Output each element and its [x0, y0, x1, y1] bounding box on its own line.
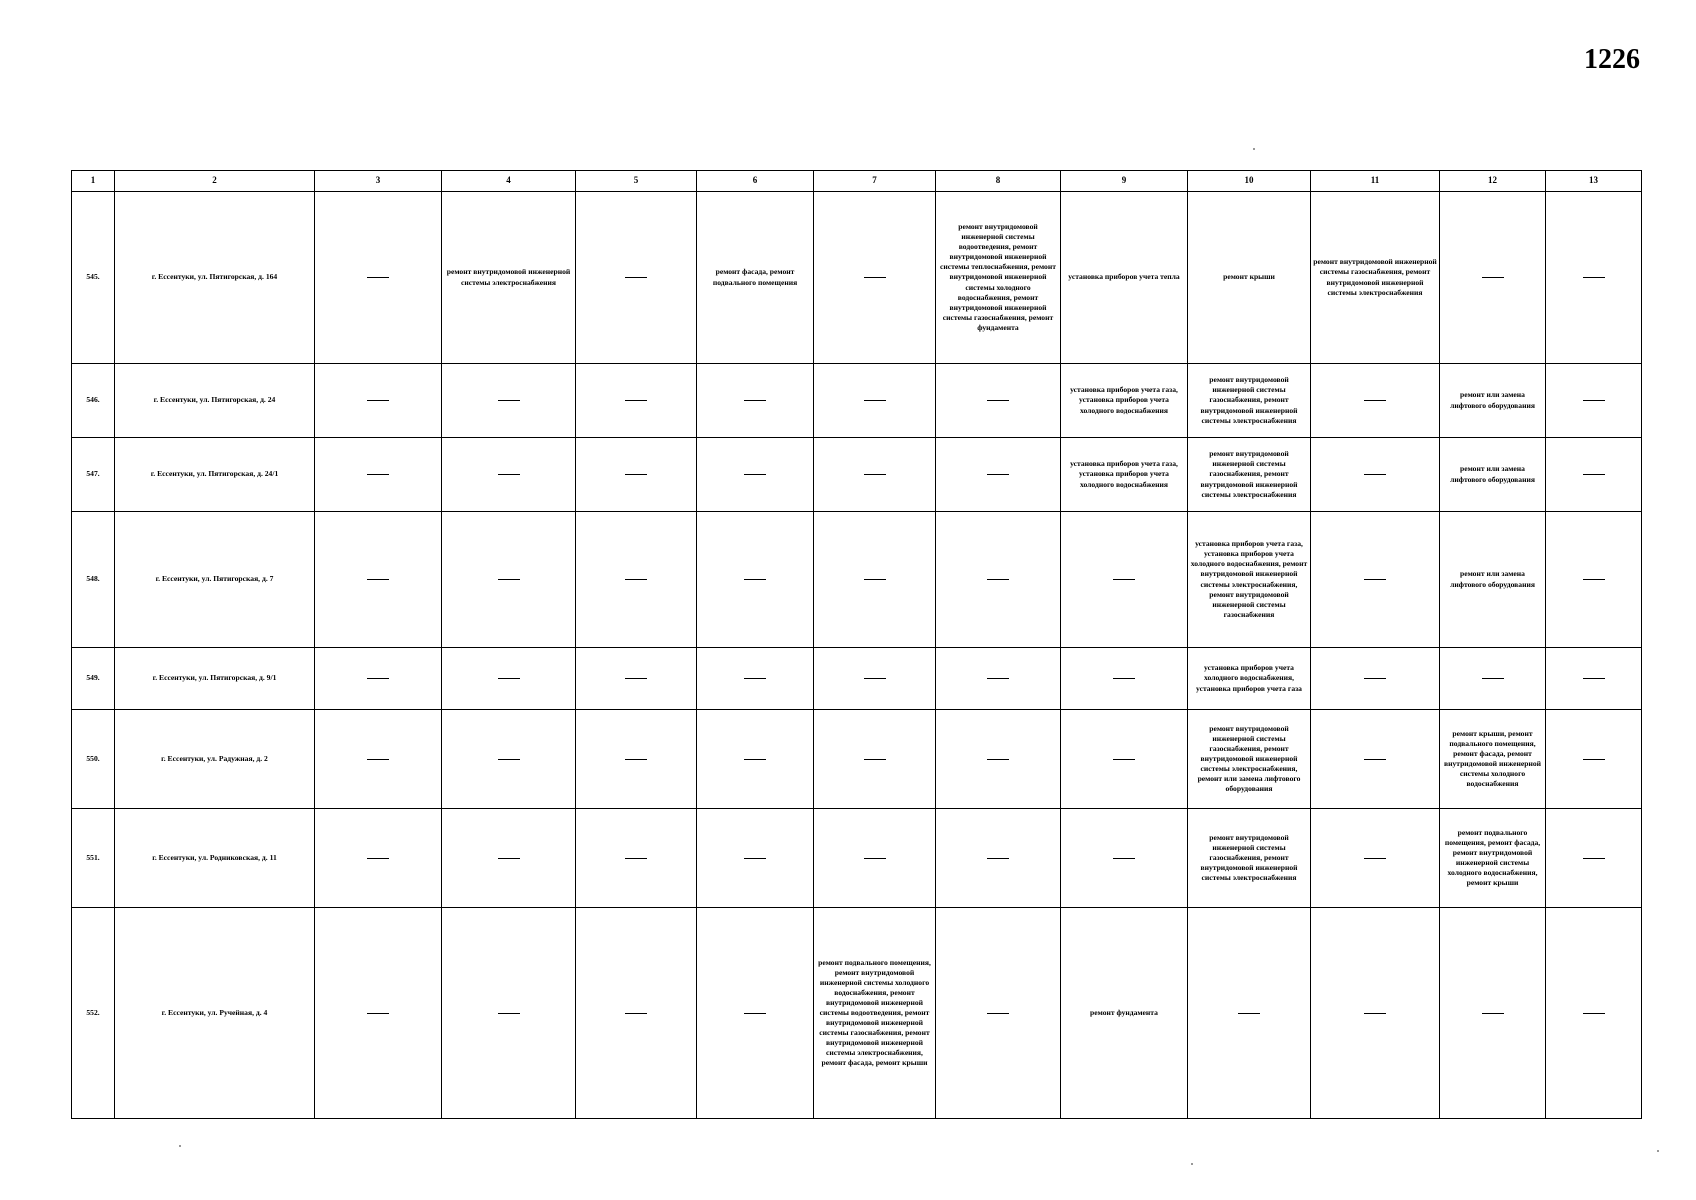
- empty-cell: [576, 364, 697, 438]
- dash-mark: [987, 678, 1009, 679]
- empty-cell: [1440, 908, 1546, 1119]
- dash-mark: [367, 759, 389, 760]
- empty-cell: [1546, 512, 1642, 648]
- address-cell: г. Ессентуки, ул. Пятигорская, д. 164: [115, 192, 315, 364]
- table-row: [72, 809, 1642, 908]
- column-header-6: 6: [697, 171, 814, 192]
- work-type-cell: ремонт фасада, ремонт подвального помещения: [697, 192, 814, 364]
- column-header-7: 7: [814, 171, 936, 192]
- dash-mark: [1583, 759, 1605, 760]
- dash-mark: [498, 400, 520, 401]
- dash-mark: [987, 759, 1009, 760]
- dash-mark: [625, 678, 647, 679]
- dash-mark: [1364, 1013, 1386, 1014]
- empty-cell: [1061, 648, 1188, 710]
- scan-speck: [1191, 1163, 1193, 1165]
- dash-mark: [498, 678, 520, 679]
- dash-mark: [1113, 579, 1135, 580]
- empty-cell: [315, 192, 442, 364]
- work-type-cell: установка приборов учета газа, установка приборов учета холодного водоснабжения, ремонт внутридомовой инженерной системы электроснабжения, ремонт внутридомовой инженерной системы газоснабжения: [1188, 512, 1311, 648]
- address-cell: г. Ессентуки, ул. Радужная, д. 2: [115, 710, 315, 809]
- dash-mark: [367, 678, 389, 679]
- column-header-5: 5: [576, 171, 697, 192]
- dash-mark: [625, 759, 647, 760]
- empty-cell: [1440, 192, 1546, 364]
- column-header-12: 12: [1440, 171, 1546, 192]
- dash-mark: [744, 1013, 766, 1014]
- empty-cell: [814, 364, 936, 438]
- dash-mark: [625, 579, 647, 580]
- table-row: [72, 648, 1642, 710]
- empty-cell: [1061, 512, 1188, 648]
- column-header-4: 4: [442, 171, 576, 192]
- empty-cell: [442, 648, 576, 710]
- address-cell: г. Ессентуки, ул. Пятигорская, д. 9/1: [115, 648, 315, 710]
- dash-mark: [625, 858, 647, 859]
- dash-mark: [498, 474, 520, 475]
- empty-cell: [1311, 512, 1440, 648]
- column-header-1: 1: [72, 171, 115, 192]
- dash-mark: [864, 858, 886, 859]
- work-type-cell: ремонт или замена лифтового оборудования: [1440, 364, 1546, 438]
- row-number: 550.: [72, 710, 115, 809]
- dash-mark: [1364, 579, 1386, 580]
- work-type-cell: ремонт внутридомовой инженерной системы электроснабжения: [442, 192, 576, 364]
- dash-mark: [498, 1013, 520, 1014]
- empty-cell: [936, 364, 1061, 438]
- work-type-cell: ремонт подвального помещения, ремонт фасада, ремонт внутридомовой инженерной системы холодного водоснабжения, ремонт крыши: [1440, 809, 1546, 908]
- empty-cell: [1546, 648, 1642, 710]
- dash-mark: [367, 858, 389, 859]
- empty-cell: [442, 512, 576, 648]
- dash-mark: [367, 579, 389, 580]
- dash-mark: [1583, 474, 1605, 475]
- dash-mark: [987, 579, 1009, 580]
- dash-mark: [1113, 678, 1135, 679]
- row-number: 545.: [72, 192, 115, 364]
- work-type-cell: ремонт внутридомовой инженерной системы газоснабжения, ремонт внутридомовой инженерной системы электроснабжения: [1188, 364, 1311, 438]
- work-type-cell: ремонт крыши: [1188, 192, 1311, 364]
- dash-mark: [744, 400, 766, 401]
- dash-mark: [864, 277, 886, 278]
- scan-speck: [179, 1145, 181, 1147]
- dash-mark: [987, 858, 1009, 859]
- dash-mark: [744, 759, 766, 760]
- dash-mark: [367, 474, 389, 475]
- dash-mark: [1364, 474, 1386, 475]
- dash-mark: [1238, 1013, 1260, 1014]
- dash-mark: [498, 858, 520, 859]
- dash-mark: [1364, 400, 1386, 401]
- work-type-cell: ремонт внутридомовой инженерной системы водоотведения, ремонт внутридомовой инженерной системы теплоснабжения, ремонт внутридомовой инженерной системы холодного водоснабжения, ремонт внутридомовой инженерной системы газоснабжения, ремонт фундамента: [936, 192, 1061, 364]
- row-number: 547.: [72, 438, 115, 512]
- empty-cell: [814, 438, 936, 512]
- address-cell: г. Ессентуки, ул. Родниковская, д. 11: [115, 809, 315, 908]
- dash-mark: [1364, 858, 1386, 859]
- row-number: 546.: [72, 364, 115, 438]
- column-header-10: 10: [1188, 171, 1311, 192]
- dash-mark: [864, 579, 886, 580]
- column-number-header-row: [72, 171, 1642, 192]
- empty-cell: [1061, 809, 1188, 908]
- empty-cell: [576, 710, 697, 809]
- work-type-cell: ремонт или замена лифтового оборудования: [1440, 512, 1546, 648]
- dash-mark: [1364, 759, 1386, 760]
- dash-mark: [1583, 858, 1605, 859]
- dash-mark: [987, 474, 1009, 475]
- address-cell: г. Ессентуки, ул. Пятигорская, д. 24/1: [115, 438, 315, 512]
- column-header-11: 11: [1311, 171, 1440, 192]
- page-number: 1226: [1584, 44, 1640, 75]
- empty-cell: [1311, 438, 1440, 512]
- empty-cell: [1546, 438, 1642, 512]
- dash-mark: [987, 400, 1009, 401]
- empty-cell: [936, 438, 1061, 512]
- empty-cell: [814, 710, 936, 809]
- empty-cell: [1311, 648, 1440, 710]
- empty-cell: [697, 364, 814, 438]
- column-header-9: 9: [1061, 171, 1188, 192]
- dash-mark: [744, 678, 766, 679]
- column-header-3: 3: [315, 171, 442, 192]
- work-type-cell: ремонт внутридомовой инженерной системы газоснабжения, ремонт внутридомовой инженерной системы электроснабжения: [1311, 192, 1440, 364]
- empty-cell: [1546, 364, 1642, 438]
- empty-cell: [1546, 710, 1642, 809]
- dash-mark: [1583, 1013, 1605, 1014]
- empty-cell: [936, 710, 1061, 809]
- empty-cell: [1311, 809, 1440, 908]
- empty-cell: [315, 908, 442, 1119]
- work-type-cell: ремонт или замена лифтового оборудования: [1440, 438, 1546, 512]
- work-type-cell: ремонт подвального помещения, ремонт внутридомовой инженерной системы холодного водоснабжения, ремонт внутридомовой инженерной системы водоотведения, ремонт внутридомовой инженерной системы газоснабжения, ремонт внутридомовой инженерной системы электроснабжения, ремонт фасада, ремонт крыши: [814, 908, 936, 1119]
- dash-mark: [367, 400, 389, 401]
- empty-cell: [442, 908, 576, 1119]
- table-row: [72, 364, 1642, 438]
- dash-mark: [625, 1013, 647, 1014]
- empty-cell: [1311, 710, 1440, 809]
- dash-mark: [744, 579, 766, 580]
- empty-cell: [315, 364, 442, 438]
- empty-cell: [442, 809, 576, 908]
- work-type-cell: ремонт фундамента: [1061, 908, 1188, 1119]
- row-number: 551.: [72, 809, 115, 908]
- row-number: 548.: [72, 512, 115, 648]
- work-type-cell: ремонт внутридомовой инженерной системы газоснабжения, ремонт внутридомовой инженерной системы электроснабжения: [1188, 809, 1311, 908]
- dash-mark: [744, 474, 766, 475]
- empty-cell: [814, 809, 936, 908]
- dash-mark: [1583, 400, 1605, 401]
- dash-mark: [625, 277, 647, 278]
- table-row: [72, 192, 1642, 364]
- dash-mark: [498, 759, 520, 760]
- empty-cell: [936, 512, 1061, 648]
- empty-cell: [576, 192, 697, 364]
- dash-mark: [987, 1013, 1009, 1014]
- work-type-cell: ремонт крыши, ремонт подвального помещения, ремонт фасада, ремонт внутридомовой инженерной системы холодного водоснабжения: [1440, 710, 1546, 809]
- empty-cell: [315, 809, 442, 908]
- empty-cell: [442, 364, 576, 438]
- table-row: [72, 710, 1642, 809]
- row-number: 552.: [72, 908, 115, 1119]
- address-cell: г. Ессентуки, ул. Ручейная, д. 4: [115, 908, 315, 1119]
- column-header-8: 8: [936, 171, 1061, 192]
- empty-cell: [576, 648, 697, 710]
- work-type-cell: установка приборов учета тепла: [1061, 192, 1188, 364]
- empty-cell: [697, 648, 814, 710]
- dash-mark: [1583, 678, 1605, 679]
- table-row: [72, 438, 1642, 512]
- empty-cell: [1546, 192, 1642, 364]
- dash-mark: [1113, 759, 1135, 760]
- empty-cell: [697, 908, 814, 1119]
- work-type-cell: установка приборов учета холодного водоснабжения, установка приборов учета газа: [1188, 648, 1311, 710]
- dash-mark: [1364, 678, 1386, 679]
- empty-cell: [576, 438, 697, 512]
- empty-cell: [814, 512, 936, 648]
- dash-mark: [864, 474, 886, 475]
- empty-cell: [576, 512, 697, 648]
- dash-mark: [1583, 277, 1605, 278]
- work-type-cell: установка приборов учета газа, установка приборов учета холодного водоснабжения: [1061, 438, 1188, 512]
- empty-cell: [697, 710, 814, 809]
- empty-cell: [697, 512, 814, 648]
- dash-mark: [1482, 1013, 1504, 1014]
- column-header-2: 2: [115, 171, 315, 192]
- dash-mark: [744, 858, 766, 859]
- dash-mark: [498, 579, 520, 580]
- empty-cell: [814, 648, 936, 710]
- empty-cell: [315, 710, 442, 809]
- empty-cell: [936, 809, 1061, 908]
- empty-cell: [442, 710, 576, 809]
- empty-cell: [697, 438, 814, 512]
- work-type-cell: ремонт внутридомовой инженерной системы газоснабжения, ремонт внутридомовой инженерной системы электроснабжения: [1188, 438, 1311, 512]
- empty-cell: [1188, 908, 1311, 1119]
- dash-mark: [1482, 678, 1504, 679]
- empty-cell: [442, 438, 576, 512]
- work-type-cell: ремонт внутридомовой инженерной системы газоснабжения, ремонт внутридомовой инженерной системы электроснабжения, ремонт или замена лифтового оборудования: [1188, 710, 1311, 809]
- scan-speck: [1657, 1150, 1659, 1152]
- empty-cell: [576, 809, 697, 908]
- table-row: [72, 512, 1642, 648]
- empty-cell: [1311, 364, 1440, 438]
- dash-mark: [625, 474, 647, 475]
- table-row: [72, 908, 1642, 1119]
- empty-cell: [315, 648, 442, 710]
- empty-cell: [936, 648, 1061, 710]
- dash-mark: [367, 277, 389, 278]
- address-cell: г. Ессентуки, ул. Пятигорская, д. 7: [115, 512, 315, 648]
- empty-cell: [1061, 710, 1188, 809]
- empty-cell: [1311, 908, 1440, 1119]
- column-header-13: 13: [1546, 171, 1642, 192]
- empty-cell: [697, 809, 814, 908]
- dash-mark: [864, 678, 886, 679]
- empty-cell: [315, 512, 442, 648]
- empty-cell: [576, 908, 697, 1119]
- dash-mark: [1113, 858, 1135, 859]
- dash-mark: [864, 759, 886, 760]
- dash-mark: [1583, 579, 1605, 580]
- scan-speck: [1253, 148, 1255, 150]
- empty-cell: [1440, 648, 1546, 710]
- work-type-cell: установка приборов учета газа, установка приборов учета холодного водоснабжения: [1061, 364, 1188, 438]
- address-cell: г. Ессентуки, ул. Пятигорская, д. 24: [115, 364, 315, 438]
- empty-cell: [315, 438, 442, 512]
- empty-cell: [814, 192, 936, 364]
- row-number: 549.: [72, 648, 115, 710]
- repair-schedule-table: [71, 170, 1642, 1119]
- dash-mark: [625, 400, 647, 401]
- empty-cell: [1546, 908, 1642, 1119]
- dash-mark: [367, 1013, 389, 1014]
- dash-mark: [864, 400, 886, 401]
- empty-cell: [936, 908, 1061, 1119]
- empty-cell: [1546, 809, 1642, 908]
- dash-mark: [1482, 277, 1504, 278]
